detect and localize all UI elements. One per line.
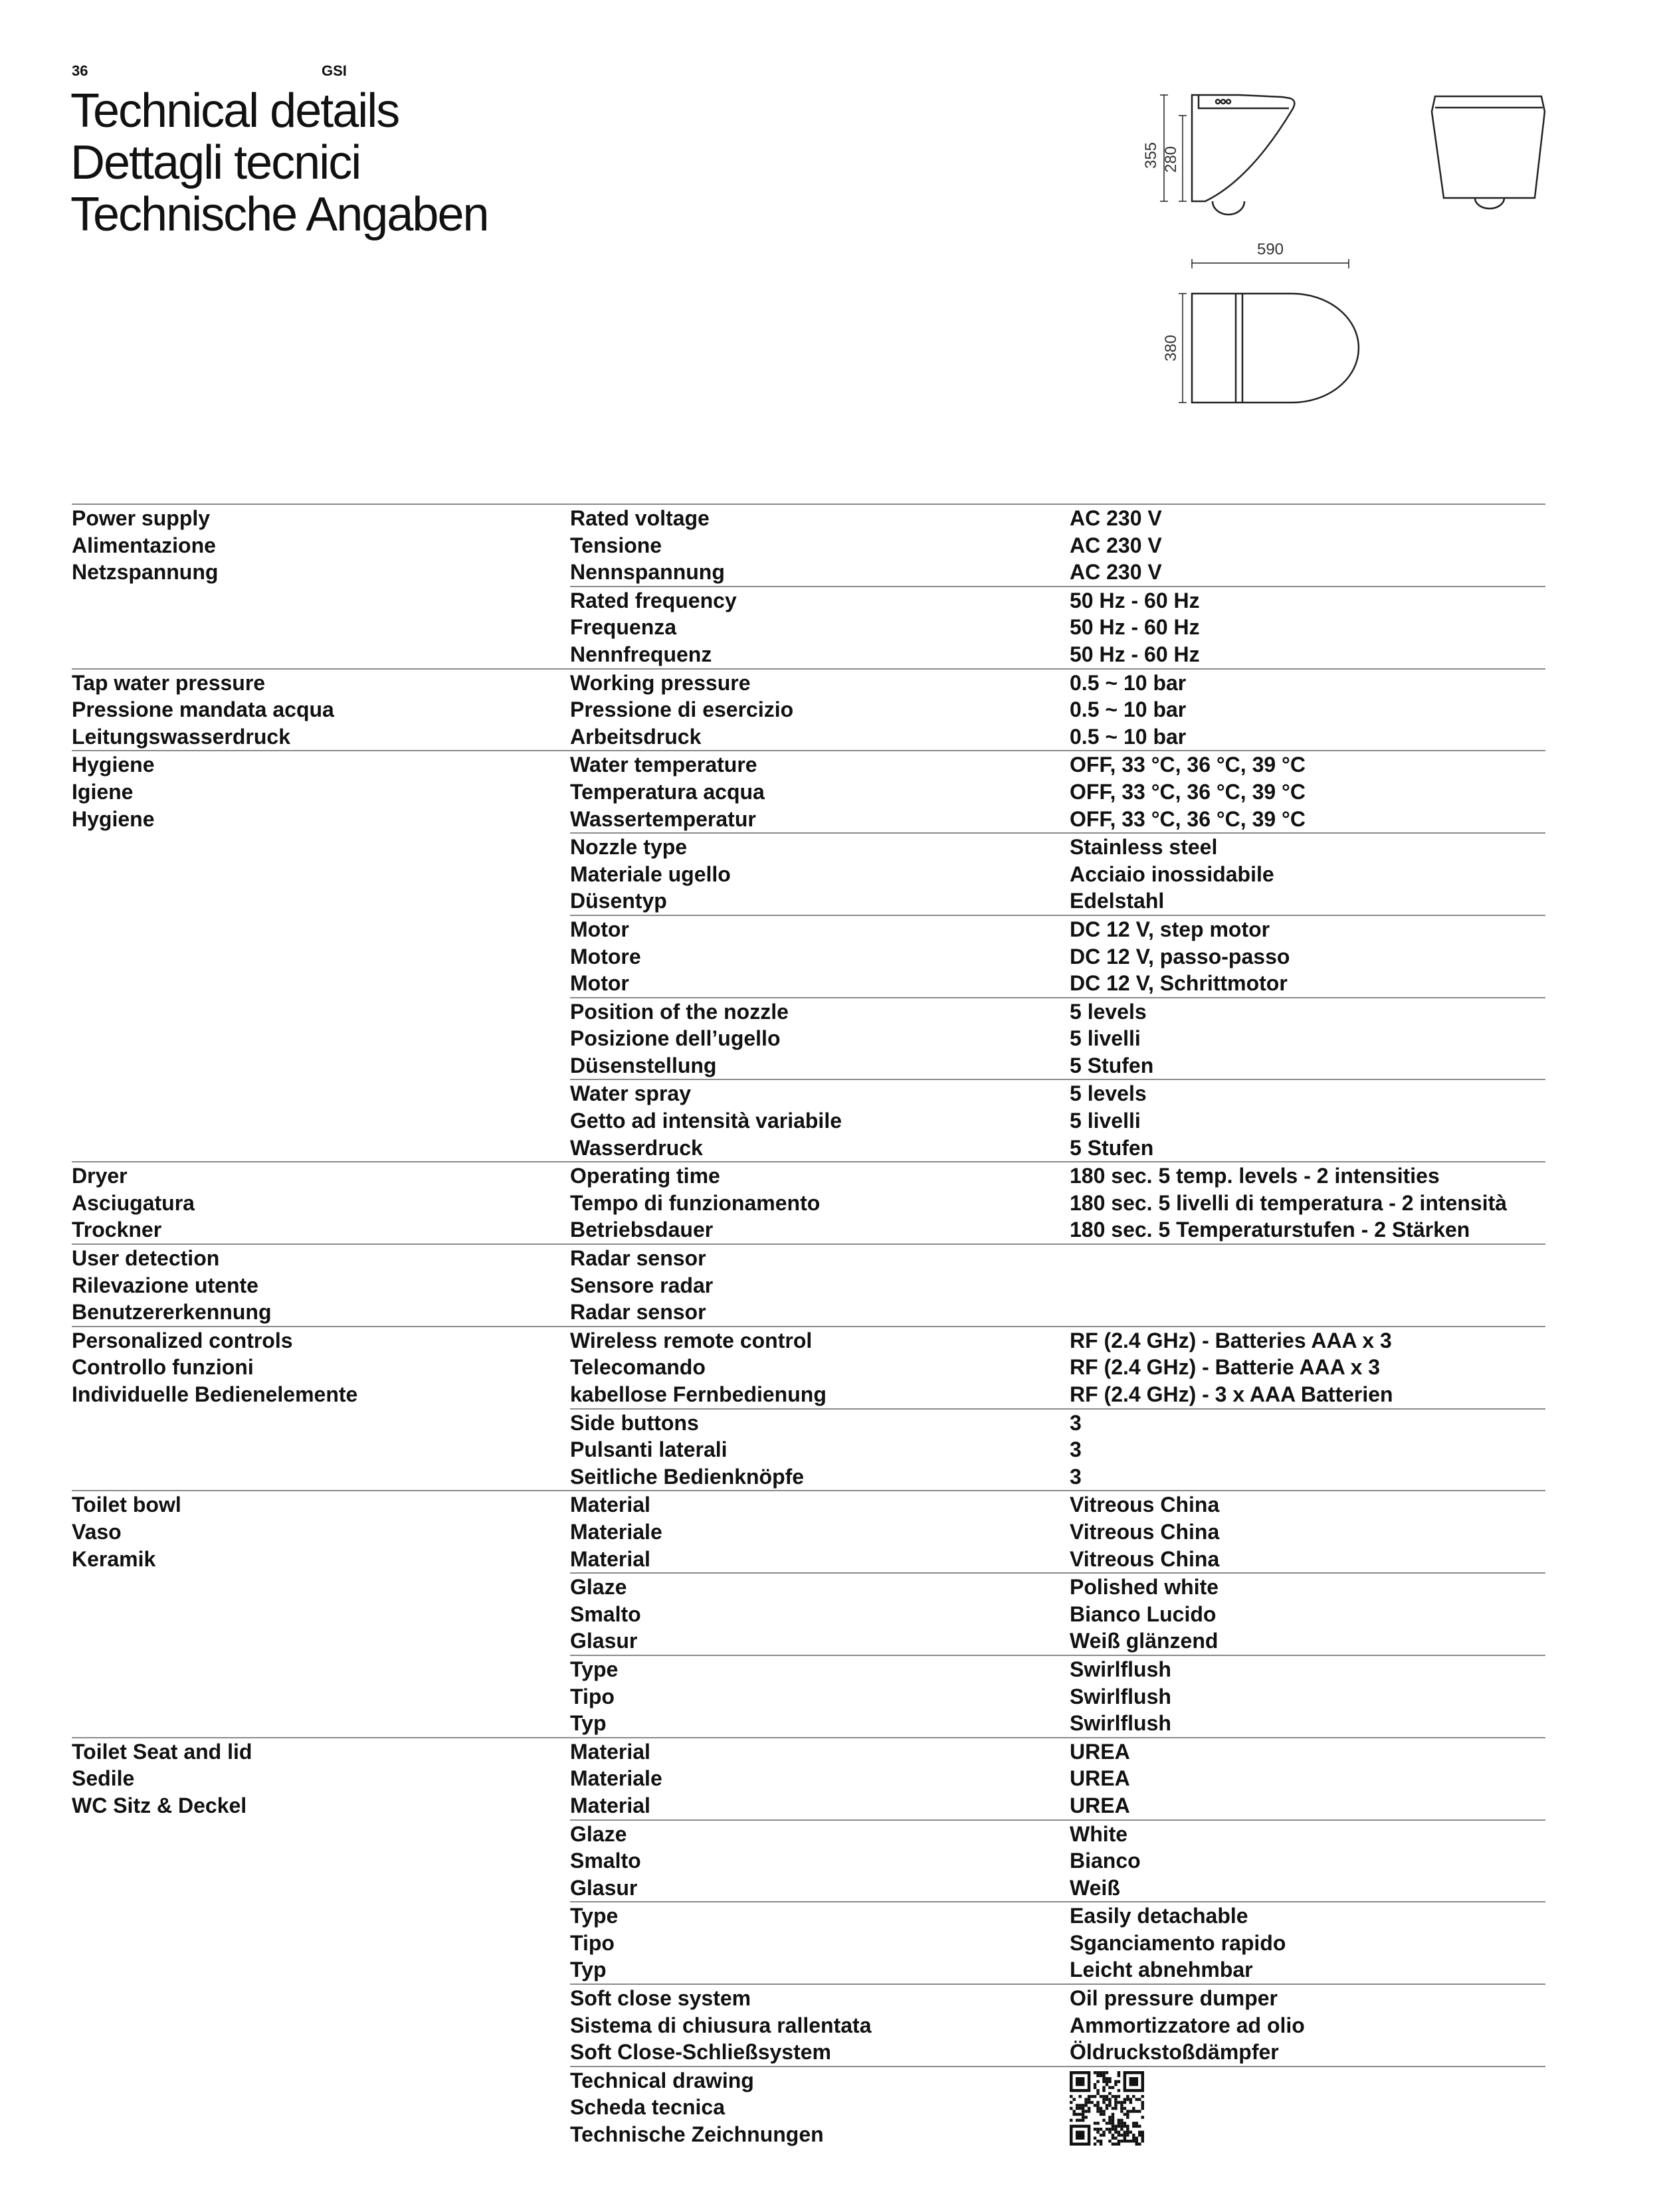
label-line: Material [570,1493,650,1517]
param-row [570,2066,1545,2148]
label-line: Sistema di chiusura rallentata [570,2013,872,2037]
value-line: Vitreous China [1070,1519,1220,1544]
value-line: 5 Stufen [1070,1053,1154,1077]
param-row [570,670,1545,751]
param-value [1070,2067,1545,2148]
value-line: Ammortizzatore ad olio [1070,2013,1305,2037]
param-value [1070,1656,1545,1737]
label-line: Tensione [570,533,662,557]
label-line: Technical drawing [570,2068,754,2092]
dimension-mark-length [1192,259,1349,268]
category-line: Rilevazione utente [72,1273,258,1297]
label-line: Typ [570,1958,607,1982]
label-line: Type [570,1904,619,1928]
param-value [1070,1821,1545,1902]
value-line: 5 levels [1070,999,1147,1024]
label-line: Frequenza [570,615,677,640]
label-line: Soft Close-Schließsystem [570,2040,831,2065]
label-line: Water spray [570,1081,691,1106]
label-line: Glaze [570,1821,627,1846]
value-line: Vitreous China [1070,1493,1220,1517]
section-category [72,505,570,668]
section-category [72,1245,570,1326]
label-line: Sensore radar [570,1273,714,1297]
label-line: Wassertemperatur [570,806,756,831]
param-row [570,1983,1545,2066]
param-value [1070,1162,1545,1244]
label-line: Tipo [570,1930,615,1955]
category-line: Toilet Seat and lid [72,1739,252,1764]
param-row [570,1655,1545,1737]
label-line: Position of the nozzle [570,999,789,1024]
value-line: Bianco Lucido [1070,1602,1217,1626]
label-line: Radar sensor [570,1300,706,1325]
value-line: Swirlflush [1070,1684,1171,1708]
param-row [570,505,1545,586]
param-label [570,505,1070,586]
label-line: Nozzle type [570,835,688,860]
value-line: White [1070,1821,1128,1846]
title-line-it: Dettagli tecnici [70,136,361,189]
label-line: Motore [570,944,641,968]
spec-section [72,1737,1545,2148]
param-label [570,587,1070,668]
label-line: kabellose Fernbedienung [570,1382,827,1406]
value-line: RF (2.4 GHz) - Batterie AAA x 3 [1070,1355,1381,1380]
category-line: Asciugatura [72,1190,195,1215]
param-value [1070,834,1545,915]
param-value [1070,751,1545,832]
label-line: Smalto [570,1602,641,1626]
dim-label-590: 590 [1256,240,1284,258]
value-line: OFF, 33 °C, 36 °C, 39 °C [1070,753,1306,777]
label-line: Betriebsdauer [570,1218,714,1242]
label-line: Smalto [570,1849,641,1873]
section-params [570,1162,1545,1244]
param-label [570,1327,1070,1408]
value-line: Weiß glänzend [1070,1629,1219,1653]
value-line: RF (2.4 GHz) - Batteries AAA x 3 [1070,1328,1392,1352]
category-line: Keramik [72,1546,156,1571]
param-row [570,1738,1545,1819]
param-value [1070,670,1545,751]
value-line: 180 sec. 5 Temperaturstufen - 2 Stärken [1070,1218,1470,1242]
category-line: Power supply [72,506,211,530]
page-title [70,85,488,240]
param-value [1070,1574,1545,1655]
category-line: Hygiene [72,753,155,777]
value-line: Acciaio inossidabile [1070,862,1274,886]
brand-name: GSI [322,62,347,79]
value-line: Bianco [1070,1849,1141,1873]
label-line: Rated voltage [570,506,710,530]
value-line: OFF, 33 °C, 36 °C, 39 °C [1070,779,1306,804]
technical-drawings [1076,86,1568,418]
label-line: Soft close system [570,1986,751,2011]
param-row [570,832,1545,915]
param-row [570,751,1545,832]
label-line: Arbeitsdruck [570,724,702,749]
category-line: Vaso [72,1519,122,1544]
label-line: Radar sensor [570,1246,706,1271]
param-value [1070,587,1545,668]
value-line: Weiß [1070,1875,1120,1900]
param-value [1070,1902,1545,1983]
value-line: Swirlflush [1070,1657,1171,1681]
category-line: Trockner [72,1218,162,1242]
category-line: Benutzererkennung [72,1300,272,1325]
category-line: Tap water pressure [72,670,266,695]
label-line: Wasserdruck [570,1135,703,1160]
label-line: Technische Zeichnungen [570,2122,824,2147]
label-line: Operating time [570,1164,720,1188]
value-line: Easily detachable [1070,1904,1248,1928]
category-line: Individuelle Bedienelemente [72,1382,358,1406]
value-line: 3 [1070,1464,1082,1489]
label-line: Rated frequency [570,588,737,612]
value-line: 3 [1070,1437,1082,1462]
value-line: UREA [1070,1793,1130,1817]
section-category [72,751,570,1161]
param-row [570,915,1545,997]
label-line: Nennfrequenz [570,642,712,666]
param-label [570,998,1070,1079]
label-line: Glasur [570,1629,638,1653]
label-line: Water temperature [570,753,757,777]
section-params [570,505,1545,668]
label-line: Seitliche Bedienknöpfe [570,1464,805,1489]
param-label [570,1902,1070,1983]
param-row [570,1491,1545,1572]
label-line: Scheda tecnica [570,2095,725,2120]
dim-label-280: 280 [1162,145,1180,173]
value-line: 50 Hz - 60 Hz [1070,615,1200,640]
param-label [570,1410,1070,1491]
category-line: Netzspannung [72,560,219,585]
label-line: Glaze [570,1575,627,1600]
top-view-drawing [1192,294,1359,403]
section-params [570,1491,1545,1736]
param-row [570,997,1545,1079]
value-line: UREA [1070,1739,1130,1764]
dim-label-380: 380 [1162,334,1180,362]
spec-section [72,1326,1545,1491]
value-line: 50 Hz - 60 Hz [1070,642,1200,666]
category-line: Personalized controls [72,1328,293,1352]
value-line: 5 livelli [1070,1026,1141,1051]
param-label [570,1656,1070,1737]
value-line: 5 Stufen [1070,1135,1154,1160]
label-line: Type [570,1657,619,1681]
label-line: Materiale [570,1519,662,1544]
category-line: Pressione mandata acqua [72,697,334,722]
label-line: Getto ad intensità variabile [570,1109,842,1133]
value-line: 50 Hz - 60 Hz [1070,588,1200,612]
title-line-de: Technische Angaben [70,188,488,241]
value-line: 3 [1070,1410,1082,1435]
category-line: Controllo funzioni [72,1355,254,1380]
param-label [570,1574,1070,1655]
title-line-en: Technical details [70,84,399,138]
section-params [570,1738,1545,2148]
value-line: 0.5 ~ 10 bar [1070,724,1187,749]
page-number: 36 [72,62,88,79]
section-params [570,1245,1545,1326]
param-value [1070,1738,1545,1819]
param-row [570,1162,1545,1244]
section-category [72,1162,570,1244]
value-line: OFF, 33 °C, 36 °C, 39 °C [1070,806,1306,831]
value-line: 180 sec. 5 livelli di temperatura - 2 intensità [1070,1190,1508,1215]
category-line: Toilet bowl [72,1493,181,1517]
param-label [570,916,1070,997]
label-line: Pulsanti laterali [570,1437,728,1462]
value-line: DC 12 V, passo-passo [1070,944,1290,968]
param-value [1070,916,1545,997]
value-line: 0.5 ~ 10 bar [1070,697,1187,722]
label-line: Nennspannung [570,560,725,585]
label-line: Posizione dell’ugello [570,1026,781,1051]
value-line: 5 levels [1070,1081,1147,1106]
toilet-drawing-svg [1076,86,1568,418]
label-line: Materiale ugello [570,862,731,886]
spec-section [72,504,1545,668]
param-row [570,1327,1545,1408]
label-line: Düsenstellung [570,1053,717,1077]
value-line: AC 230 V [1070,533,1162,557]
section-category [72,1491,570,1736]
param-row [570,1408,1545,1491]
spec-section [72,750,1545,1161]
dim-label-355: 355 [1142,141,1160,169]
param-label [570,1245,1070,1326]
label-line: Pressione di esercizio [570,697,794,722]
spec-section [72,1244,1545,1326]
value-line: Leicht abnehmbar [1070,1958,1253,1982]
label-line: Material [570,1739,650,1764]
category-line: Hygiene [72,806,155,831]
value-line: DC 12 V, step motor [1070,917,1270,941]
param-row [570,586,1545,668]
value-line: 5 livelli [1070,1109,1141,1133]
spec-section [72,1490,1545,1736]
label-line: Düsentyp [570,889,667,913]
label-line: Side buttons [570,1410,699,1435]
value-line: Öldruckstoßdämpfer [1070,2040,1279,2065]
param-row [570,1901,1545,1983]
section-params [570,751,1545,1161]
label-line: Wireless remote control [570,1328,813,1352]
param-label [570,1491,1070,1572]
section-params [570,670,1545,751]
value-line: Swirlflush [1070,1711,1171,1736]
param-row [570,1819,1545,1902]
param-label [570,1821,1070,1902]
param-value [1070,1245,1545,1326]
label-line: Telecomando [570,1355,706,1380]
value-line: DC 12 V, Schrittmotor [1070,971,1288,996]
value-line: RF (2.4 GHz) - 3 x AAA Batterien [1070,1382,1393,1406]
value-line: AC 230 V [1070,506,1162,530]
category-line: Leitungswasserdruck [72,724,290,749]
label-line: Materiale [570,1766,662,1791]
side-view-drawing [1192,95,1294,215]
label-line: Typ [570,1711,607,1736]
category-line: Igiene [72,779,134,804]
value-line: AC 230 V [1070,560,1162,585]
qr-code[interactable] [1070,2071,1144,2146]
category-line: Alimentazione [72,533,216,557]
param-label [570,1080,1070,1161]
label-line: Tipo [570,1684,615,1708]
param-label [570,1738,1070,1819]
category-line: Sedile [72,1766,135,1791]
param-value [1070,1985,1545,2066]
param-value [1070,505,1545,586]
label-line: Glasur [570,1875,638,1900]
category-line: Dryer [72,1164,128,1188]
param-row [570,1572,1545,1655]
label-line: Material [570,1546,650,1571]
spec-table [72,504,1545,2148]
spec-section [72,668,1545,751]
param-label [570,670,1070,751]
section-category [72,1327,570,1491]
value-line: Edelstahl [1070,889,1165,913]
label-line: Temperatura acqua [570,779,765,804]
label-line: Motor [570,971,629,996]
label-line: Tempo di funzionamento [570,1190,821,1215]
value-line: 0.5 ~ 10 bar [1070,670,1187,695]
value-line: Sganciamento rapido [1070,1930,1286,1955]
param-value [1070,1491,1545,1572]
spec-section [72,1161,1545,1244]
value-line: Vitreous China [1070,1546,1220,1571]
value-line: Oil pressure dumper [1070,1986,1278,2011]
section-params [570,1327,1545,1491]
section-category [72,1738,570,2148]
label-line: Motor [570,917,629,941]
category-line: User detection [72,1246,220,1271]
param-row [570,1079,1545,1161]
param-label [570,1985,1070,2066]
section-category [72,670,570,751]
param-label [570,751,1070,832]
value-line: UREA [1070,1766,1130,1791]
param-label [570,1162,1070,1244]
front-view-drawing [1432,96,1545,209]
value-line: Polished white [1070,1575,1219,1600]
value-line: 180 sec. 5 temp. levels - 2 intensities [1070,1164,1440,1188]
param-value [1070,998,1545,1079]
param-value [1070,1327,1545,1408]
value-line: Stainless steel [1070,835,1218,860]
param-label [570,834,1070,915]
param-label [570,2067,1070,2148]
param-row [570,1245,1545,1326]
param-value [1070,1080,1545,1161]
label-line: Working pressure [570,670,751,695]
label-line: Material [570,1793,650,1817]
param-value [1070,1410,1545,1491]
category-line: WC Sitz & Deckel [72,1793,247,1817]
